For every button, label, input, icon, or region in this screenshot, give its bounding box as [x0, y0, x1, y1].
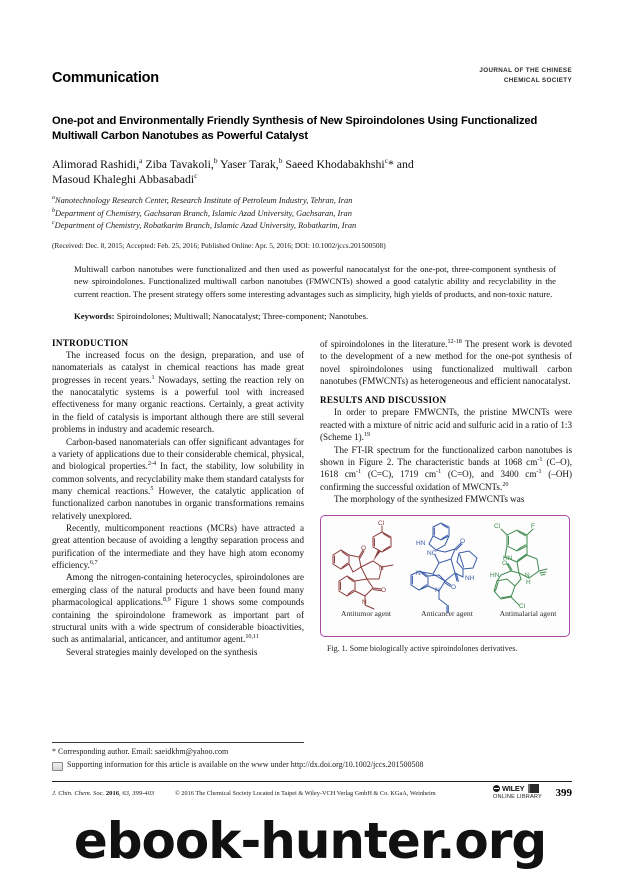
citation-ref: 6,7 [89, 559, 98, 567]
journal-citation [52, 790, 154, 797]
paragraph-text: Nowadays, setting the reaction rely on the nanocatalytic systems is a powerful tool with increased effectiveness for many organic reactions. Certainly, a great activity in the field of catalysis is important although there are still several problems in industry and academic research. [52, 374, 304, 435]
masthead [52, 62, 572, 108]
affiliation-item [52, 208, 572, 220]
antimalarial-structure-drawing [489, 519, 567, 619]
structure-label: Antimalarial agent [499, 609, 557, 619]
article-title: One-pot and Environmentally Friendly Synthesis of New Spiroindolones Using Functionalized Multiwall Carbon Nanotubes as Powerful Catalyst [52, 115, 538, 142]
label-cl: Cl [519, 603, 526, 611]
author-5-affil-marker: c [194, 171, 198, 181]
paragraph-text: The present work is devoted to the development of a new method for the one-pot synthesis of novel spiroindolones using functionalized multiwall carbon nanotubes (FMWCNTs) as heterogeneous and efficient nanocatalyst. [320, 339, 572, 387]
keywords-label: Keywords: [74, 311, 115, 321]
label-n: N [362, 599, 367, 607]
affiliation-text: Department of Chemistry, Robatkarim Branch, Islamic Azad University, Robatkarim, Iran [54, 220, 357, 230]
structure-label: Anticancer agent [421, 609, 473, 619]
label-cl: Cl [378, 520, 385, 528]
paragraph [320, 444, 572, 493]
label-hn: HN [416, 540, 426, 548]
paragraph-text: Among the nitrogen-containing heterocycles, spiroindolones are emerging class of the natural products and have been found many pharmacological applications. [52, 572, 304, 608]
figure-border-box [320, 515, 570, 637]
paragraph-text: of spiroindolones in the literature. [320, 339, 448, 349]
affiliation-list [52, 195, 572, 232]
footnote-area [52, 742, 572, 771]
affiliation-text: Nanotechnology Research Center, Research Institute of Petroleum Industry, Tehran, Iran [55, 196, 353, 206]
paragraph: The morphology of the synthesized FMWCNTs was [334, 493, 525, 504]
superscript-unit: -1 [536, 468, 542, 476]
paragraph [52, 349, 304, 436]
section-label: Communication [52, 70, 159, 86]
author-4-affil-marker: c [384, 155, 388, 165]
label-nc: NC [427, 550, 437, 558]
citation-ref: 5 [150, 484, 154, 492]
figure-1 [320, 515, 572, 655]
paragraph [52, 436, 304, 523]
keywords-value: Spiroindolones; Multiwall; Nanocatalyst; Three-component; Nanotubes. [116, 311, 369, 321]
author-1-affil-marker: a [139, 155, 143, 165]
label-o: O [361, 545, 367, 553]
citation-journal: J. Chin. Chem. Soc. [52, 790, 106, 798]
structure-antimalarial [489, 519, 567, 619]
label-o: O [502, 560, 508, 568]
paragraph-text: (C=O), and 3400 cm [441, 469, 537, 480]
figure-image [325, 519, 567, 635]
books-icon [528, 784, 539, 793]
label-f: F [531, 523, 535, 531]
copyright-notice: © 2016 The Chemical Society Located in Taipei & Wiley-VCH Verlag GmbH & Co. KGaA, Weinheim [175, 790, 436, 798]
superscript-unit: -1 [436, 468, 442, 476]
paragraph [320, 406, 572, 443]
paragraph-text: (–OH) confirming the successful oxidation of MWCNTs. [320, 469, 572, 492]
author-2: Ziba Tavakoli, [142, 156, 214, 171]
citation-ref: 20 [502, 480, 509, 488]
footnote-divider [52, 742, 304, 743]
heading-introduction: INTRODUCTION [52, 338, 129, 348]
label-n: N [435, 587, 440, 595]
label-h: H [526, 579, 531, 587]
wiley-wordmark [493, 784, 542, 793]
wiley-label: WILEY [501, 784, 525, 794]
citation-ref: 10,11 [245, 633, 260, 641]
affiliation-marker: a [52, 195, 55, 202]
journal-name-line2: CHEMICAL SOCIETY [503, 77, 572, 85]
citation-volume-pages: , 63, 399-403 [119, 790, 155, 798]
label-n: N [525, 572, 530, 580]
citation-ref: 1 [151, 373, 155, 381]
paragraph-text: In order to prepare FMWCNTs, the pristine MWCNTs were reacted with a mixture of nitric acid and sulfuric acid in a ratio of 1:3 (Scheme 1). [320, 407, 572, 443]
label-o: O [381, 587, 387, 595]
keywords [74, 311, 556, 321]
label-n: N [379, 565, 384, 573]
structure-anticancer [407, 519, 487, 619]
anticancer-structure-drawing [407, 519, 487, 619]
watermark-band [0, 805, 620, 877]
page-content [52, 62, 572, 658]
footer-divider [52, 781, 572, 782]
page-number: 399 [555, 787, 572, 800]
superscript-unit: -1 [537, 455, 543, 463]
watermark-text: ebook-hunter.org [73, 812, 547, 870]
label-nh: NH [465, 575, 475, 583]
right-column [320, 338, 572, 658]
journal-name-line1: JOURNAL OF THE CHINESE [479, 67, 572, 74]
supporting-information-text: Supporting information for this article is available on the www under http://dx.doi.org/10.1002/jccs.201500508 [67, 760, 424, 769]
paragraph-text: (C–O), 1618 cm [320, 456, 572, 480]
author-list [52, 157, 572, 189]
citation-year: 2016 [105, 790, 120, 798]
body-columns [52, 338, 572, 658]
paragraph-text: Figure 1 shows some compounds containing the spiroindolone framework as important part of structural units with a wide spectrum of considerable bioactivities, such as antimalarial, anticancer, and antitumor agent. [52, 597, 304, 645]
figure-caption-number: Fig. 1. [327, 644, 348, 654]
article-history: (Received: Dec. 8, 2015; Accepted: Feb. 25, 2016; Published Online: Apr. 5, 2016; DOI: 10.1002/jccs.201500508) [52, 240, 386, 250]
label-hn: HN [503, 555, 513, 563]
affiliation-item [52, 220, 572, 232]
antitumor-structure-drawing [327, 519, 405, 619]
author-4-corresponding-marker: * and [387, 156, 414, 171]
label-o: O [460, 538, 466, 546]
paragraph-text: Carbon-based nanomaterials can offer significant advantages for a variety of applications due to their considerable chemical, physical, and biological properties. [52, 436, 304, 472]
structure-label: Antitumor agent [341, 609, 391, 619]
paragraph-text: However, the catalytic application of functionalized carbon nanotubes in organic transformations remains relatively unexplored. [52, 485, 304, 521]
author-4: Saeed Khodabakhshi [282, 156, 385, 171]
paragraph-text: The increased focus on the design, preparation, and use of nanomaterials as catalyst in chemical reactions has made great progresses in recent years. [52, 350, 304, 385]
citation-ref: 2-4 [147, 460, 157, 468]
paragraph-text: Recently, multicomponent reactions (MCRs) have attracted a great attention because of avoiding a lengthy separation process and purification of the intermediate and they have high atom economy efficiency. [52, 523, 304, 571]
author-3-affil-marker: b [278, 155, 283, 165]
label-cl: Cl [494, 523, 501, 531]
heading-results-and-discussion: RESULTS AND DISCUSSION [320, 395, 447, 406]
author-5: Masoud Khaleghi Abbasabadi [52, 172, 195, 187]
author-3: Yaser Tarak, [217, 156, 279, 171]
journal-name [479, 66, 572, 86]
document-icon [52, 762, 63, 771]
wiley-online-library-logo [493, 784, 542, 801]
citation-ref: 8,9 [163, 596, 171, 604]
figure-caption-text: Some biologically active spiroindolones derivatives. [349, 644, 518, 654]
abstract: Multiwall carbon nanotubes were functionalized and then used as powerful nanocatalyst for the one-pot, three-component synthesis of new spiroindolones. Functionalized multiwall carbon nanotubes (FMWCNTs) showed a good catalytic ability and recyclability in the current reaction. The present strategy offers some interesting advantages such as simplicity, high yields of products, and non-toxic nature. [74, 263, 556, 299]
paragraph-text: (C=C), 1719 cm [361, 469, 437, 480]
affiliation-marker: b [52, 207, 55, 214]
paragraph: Several strategies mainly developed on the synthesis [66, 646, 258, 657]
globe-icon [493, 785, 500, 792]
affiliation-item [52, 195, 572, 207]
citation-ref: 12-18 [447, 337, 462, 345]
corresponding-author-note: * Corresponding author. Email: saeidkhm@yahoo.com [52, 747, 229, 756]
affiliation-marker: c [52, 219, 55, 226]
supporting-information-note [52, 760, 572, 771]
author-1: Alimorad Rashidi, [52, 156, 140, 171]
paragraph-text: In fact, the stability, low solubility in common solvents, and recyclability make them standard catalysts for many chemical reactions. [52, 461, 304, 496]
label-n: N [416, 570, 421, 578]
citation-ref: 19 [363, 431, 371, 439]
label-o: O [451, 584, 457, 592]
superscript-unit: -1 [355, 468, 362, 476]
label-hn: HN [490, 572, 500, 580]
affiliation-text: Department of Chemistry, Gachsaran Branch, Islamic Azad University, Gachsaran, Iran [55, 208, 352, 218]
left-column [52, 338, 304, 658]
paragraph [52, 571, 304, 645]
structure-antitumor [327, 519, 405, 619]
author-2-affil-marker: b [213, 155, 218, 165]
paragraph-text: The FT-IR spectrum for the functionalized carbon nanotubes is shown in Figure 2. The characteristic bands at 1068 cm [320, 444, 572, 467]
figure-caption [320, 644, 572, 655]
paragraph [52, 522, 304, 571]
paragraph [320, 338, 572, 387]
wiley-sublabel: ONLINE LIBRARY [492, 794, 542, 801]
